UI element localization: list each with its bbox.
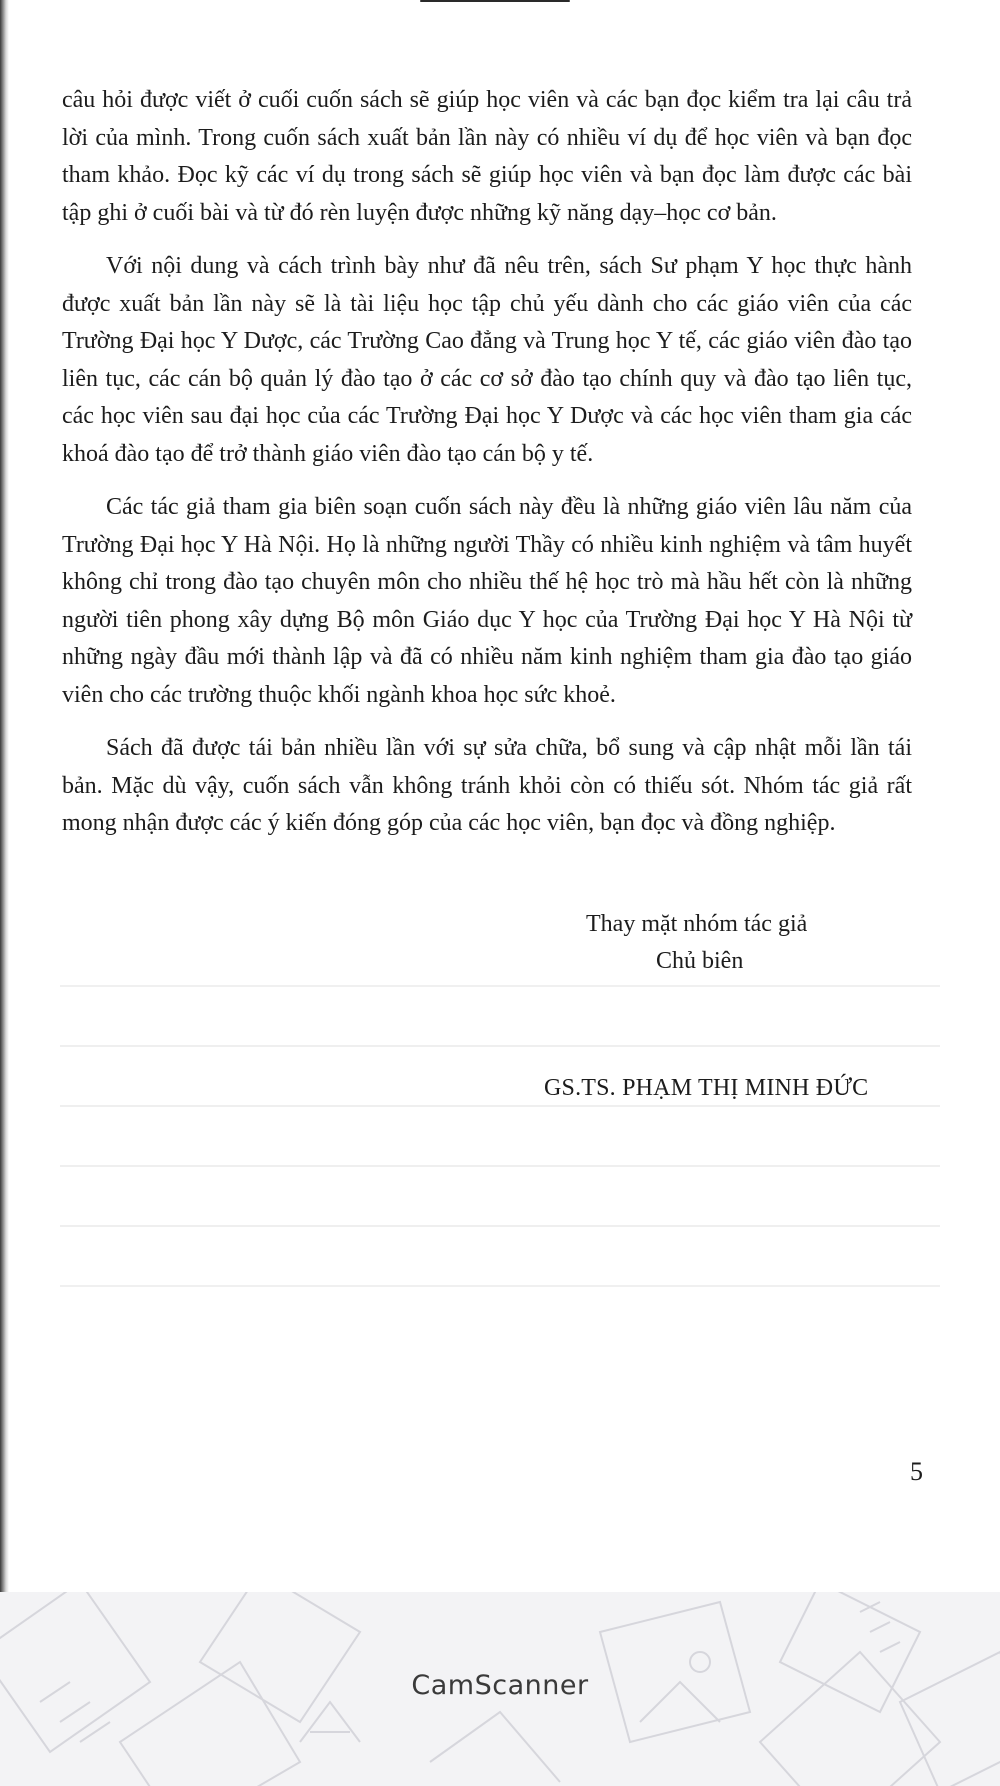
- signature-role: Chủ biên: [656, 948, 744, 974]
- signature-on-behalf: Thay mặt nhóm tác giả: [586, 911, 808, 937]
- author-name: GS.TS. PHẠM THỊ MINH ĐỨC: [544, 1075, 869, 1101]
- signature-block: [586, 906, 836, 980]
- camscanner-brand: CamScanner: [411, 1670, 589, 1701]
- page-number: 5: [910, 1457, 923, 1486]
- scanner-footer: [0, 1592, 1000, 1786]
- bleed-through-shadow: [60, 985, 940, 1385]
- paragraph-audience: Với nội dung và cách trình bày như đã nêu trên, sách Sư phạm Y học thực hành được xuất bản lần này sẽ là tài liệu học tập chủ yếu dành cho các giáo viên của các Trường Đại học Y Dược, các Trường Cao đẳng và Trung học Y tế, các giáo viên đào tạo liên tục, các cán bộ quản lý đào tạo ở các cơ sở đào tạo chính quy và đào tạo liên tục, các học viên sau đại học của các Trường Đại học Y Dược và các học viên tham gia các khoá đào tạo để trở thành giáo viên đào tạo cán bộ y tế.: [62, 253, 912, 467]
- body-text: [62, 82, 912, 859]
- paragraph-authors: Các tác giả tham gia biên soạn cuốn sách này đều là những giáo viên lâu năm của Trường Đại học Y Hà Nội. Họ là những người Thầy có nhiều kinh nghiệm và tâm huyết không chỉ trong đào tạo chuyên môn cho nhiều thế hệ học trò mà hầu hết còn là những người tiên phong xây dựng Bộ môn Giáo dục Y học của Trường Đại học Y Hà Nội từ những ngày đầu mới thành lập và đã có nhiều năm kinh nghiệm tham gia đào tạo giáo viên cho các trường thuộc khối ngành khoa học sức khoẻ.: [62, 494, 912, 708]
- page-binding-edge: [0, 0, 9, 1592]
- page-top-mark: [420, 0, 570, 2]
- paragraph-revisions: Sách đã được tái bản nhiều lần với sự sửa chữa, bổ sung và cập nhật mỗi lần tái bản. Mặc dù vậy, cuốn sách vẫn không tránh khỏi còn có thiếu sót. Nhóm tác giả rất mong nhận được các ý kiến đóng góp của các học viên, bạn đọc và đồng nghiệp.: [62, 735, 912, 836]
- paragraph-continuation: câu hỏi được viết ở cuối cuốn sách sẽ giúp học viên và các bạn đọc kiểm tra lại câu trả lời của mình. Trong cuốn sách xuất bản lần này có nhiều ví dụ để học viên và bạn đọc tham khảo. Đọc kỹ các ví dụ trong sách sẽ giúp học viên và bạn đọc làm được các bài tập ghi ở cuối bài và từ đó rèn luyện được những kỹ năng dạy–học cơ bản.: [62, 87, 912, 226]
